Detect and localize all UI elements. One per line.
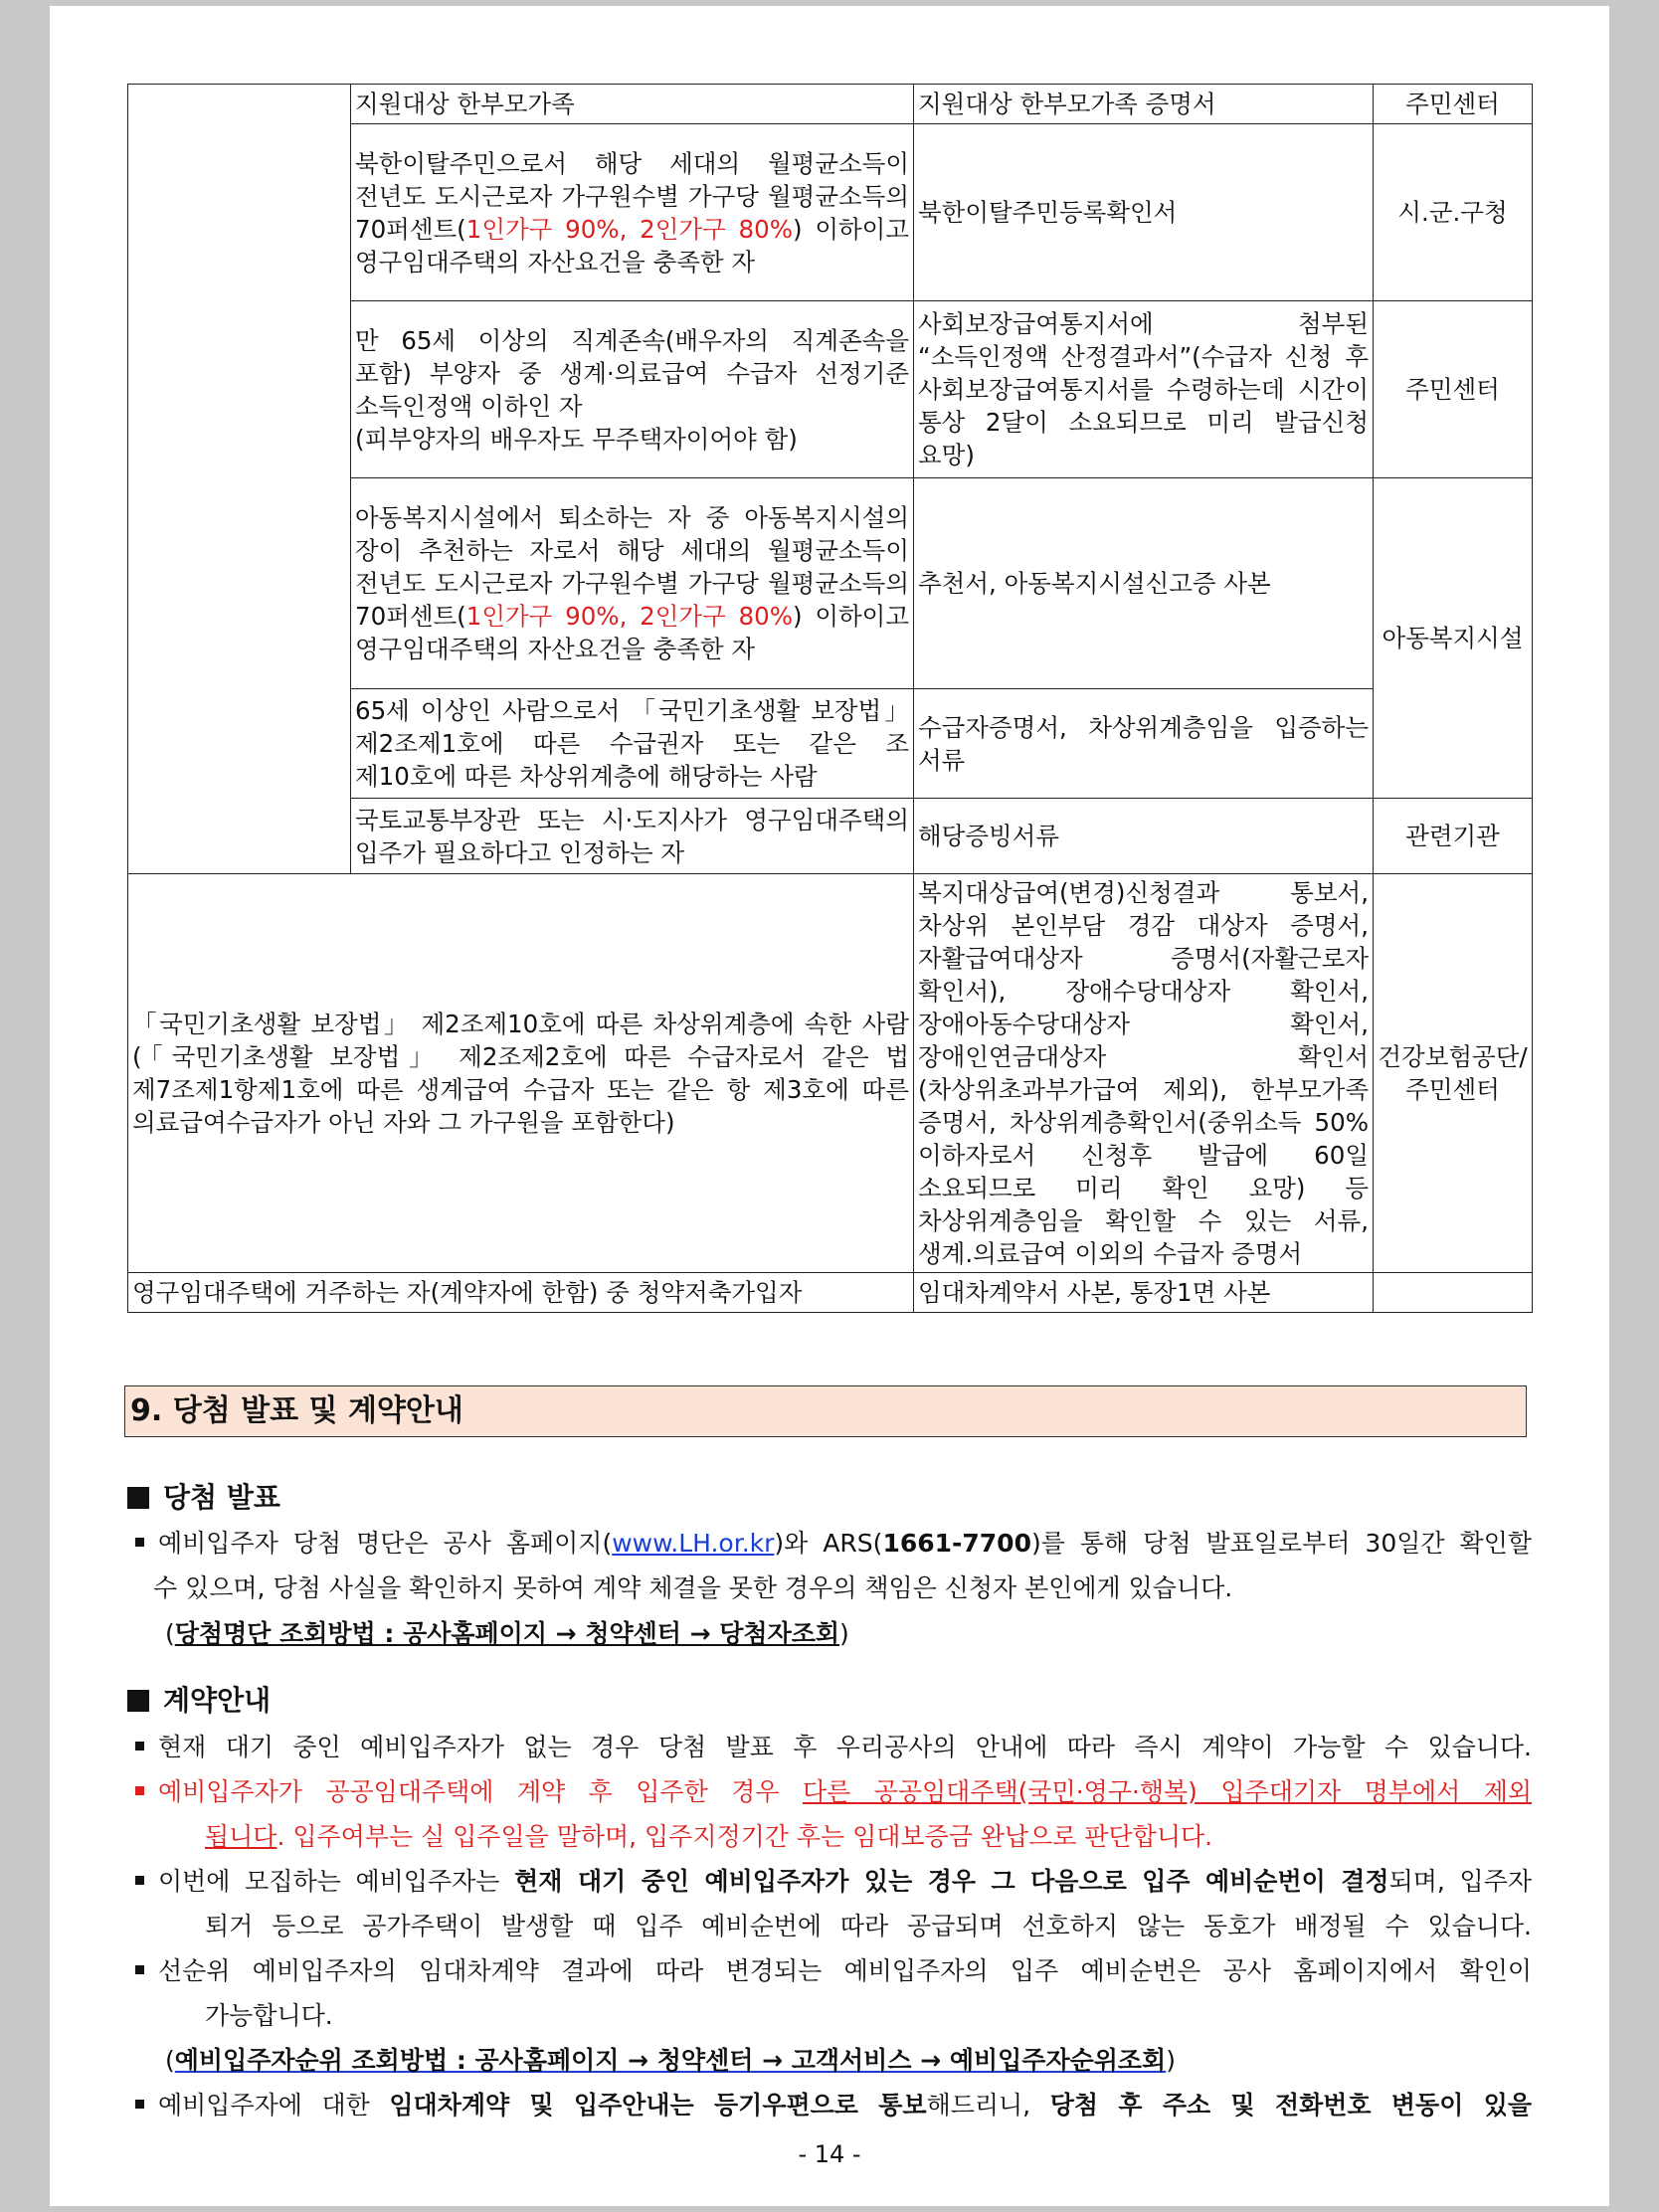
- document-cell: 임대차계약서 사본, 통장1면 사본: [914, 1273, 1374, 1313]
- organization-cell: 관련기관: [1374, 799, 1533, 874]
- announce-lookup-method: (당첨명단 조회방법 : 공사홈페이지 → 청약센터 → 당첨자조회): [165, 1619, 849, 1648]
- organization-cell: 시.군.구청: [1374, 124, 1533, 301]
- document-cell: 사회보장급여통지서에 첨부된 “소득인정액 산정결과서”(수급자 신청 후 사회보장급여통지서를 수령하는데 시간이 통상 2달이 소요되므로 미리 발급신청 요망): [914, 301, 1374, 478]
- eligibility-table: [127, 84, 1533, 1313]
- bullet-icon: [135, 1742, 144, 1751]
- table-row: [128, 874, 1533, 1273]
- contract-bullet-4-line2: 가능합니다.: [205, 2001, 333, 2030]
- table-row: [128, 85, 1533, 124]
- document-cell: 지원대상 한부모가족 증명서: [914, 85, 1374, 124]
- target-cell: 아동복지시설에서 퇴소하는 자 중 아동복지시설의 장이 추천하는 자로서 해당 세대의 월평균소득이 전년도 도시근로자 가구원수별 가구당 월평균소득의 70퍼센트(1인가구 90%, 2인가구 80%) 이하이고 영구임대주택의 자산요건을 충족한 자: [351, 478, 914, 689]
- announce-paragraph: 예비입주자 당첨 명단은 공사 홈페이지(www.LH.or.kr)와 ARS(1661-7700)를 통해 당첨 발표일로부터 30일간 확인할: [129, 1521, 1532, 1566]
- document-cell: 수급자증명서, 차상위계층임을 입증하는 서류: [914, 689, 1374, 799]
- target-cell: 65세 이상인 사람으로서 「국민기초생활 보장법」 제2조제1호에 따른 수급권자 또는 같은 조 제10호에 따른 차상위계층에 해당하는 사람: [351, 689, 914, 799]
- document-cell: 추천서, 아동복지시설신고증 사본: [914, 478, 1374, 689]
- target-cell: 지원대상 한부모가족: [351, 85, 914, 124]
- bullet-icon: [135, 1538, 144, 1547]
- empty-category-cell: [128, 85, 351, 874]
- announce-heading: 당첨 발표: [127, 1480, 280, 1516]
- contract-bullet-5: 예비입주자에 대한 임대차계약 및 입주안내는 등기우편으로 통보해드리니, 당첨 후 주소 및 전화번호 변동이 있을: [129, 2083, 1532, 2127]
- bullet-icon: [135, 2100, 144, 2109]
- document-page: [50, 6, 1609, 2206]
- bullet-icon: [135, 1876, 144, 1885]
- table-row: [128, 1273, 1533, 1313]
- announce-paragraph-line2: 수 있으며, 당첨 사실을 확인하지 못하여 계약 체결을 못한 경우의 책임은 신청자 본인에게 있습니다.: [153, 1573, 1233, 1602]
- document-cell: 해당증빙서류: [914, 799, 1374, 874]
- organization-cell: 건강보험공단/ 주민센터: [1374, 874, 1533, 1273]
- square-bullet-icon: [127, 1487, 149, 1509]
- bullet-icon: [135, 1786, 144, 1795]
- square-bullet-icon: [127, 1690, 149, 1712]
- organization-cell: 주민센터: [1374, 85, 1533, 124]
- target-cell: 국토교통부장관 또는 시·도지사가 영구임대주택의 입주가 필요하다고 인정하는 자: [351, 799, 914, 874]
- organization-cell: [1374, 1273, 1533, 1313]
- contract-bullet-1: 현재 대기 중인 예비입주자가 없는 경우 당첨 발표 후 우리공사의 안내에 따라 즉시 계약이 가능할 수 있습니다.: [129, 1725, 1532, 1769]
- contract-heading: 계약안내: [127, 1683, 271, 1719]
- target-cell: 영구임대주택에 거주하는 자(계약자에 한함) 중 청약저축가입자: [128, 1273, 914, 1313]
- document-cell: 복지대상급여(변경)신청결과 통보서, 차상위 본인부담 경감 대상자 증명서, 자활급여대상자 증명서(자활근로자 확인서), 장애수당대상자 확인서, 장애아동수당대상자 확인서, 장애인연금대상자 확인서(차상위초과부가급여 제외), 한부모가족 증명서, 차상위계층확인서(중위소득 50%이하자로서 신청후 발급에 60일 소요되므로 미리 확인 요망) 등 차상위계층임을 확인할 수 있는 서류, 생계.의료급여 이외의 수급자 증명서: [914, 874, 1374, 1273]
- contract-bullet-3: 이번에 모집하는 예비입주자는 현재 대기 중인 예비입주자가 있는 경우 그 다음으로 입주 예비순번이 결정되며, 입주자: [129, 1859, 1532, 1904]
- contract-bullet-4: 선순위 예비입주자의 임대차계약 결과에 따라 변경되는 예비입주자의 입주 예비순번은 공사 홈페이지에서 확인이: [129, 1948, 1532, 1993]
- target-cell: 북한이탈주민으로서 해당 세대의 월평균소득이 전년도 도시근로자 가구원수별 가구당 월평균소득의 70퍼센트(1인가구 90%, 2인가구 80%) 이하이고 영구임대주택의 자산요건을 충족한 자: [351, 124, 914, 301]
- organization-cell: 주민센터: [1374, 301, 1533, 478]
- organization-cell: 아동복지시설: [1374, 478, 1533, 799]
- bullet-icon: [135, 1965, 144, 1974]
- section-title: 9. 당첨 발표 및 계약안내: [124, 1385, 1527, 1437]
- page-number: - 14 -: [798, 2140, 861, 2168]
- document-cell: 북한이탈주민등록확인서: [914, 124, 1374, 301]
- reserve-lookup-method: (예비입주자순위 조회방법 : 공사홈페이지 → 청약센터 → 고객서비스 → 예비입주자순위조회): [165, 2046, 1176, 2075]
- contract-bullet-2-line2: 됩니다. 입주여부는 실 입주일을 말하며, 입주지정기간 후는 임대보증금 완납으로 판단합니다.: [205, 1822, 1213, 1851]
- contract-bullet-3-line2: 퇴거 등으로 공가주택이 발생할 때 입주 예비순번에 따라 공급되며 선호하지 않는 동호가 배정될 수 있습니다.: [205, 1912, 1532, 1940]
- target-cell: 「국민기초생활 보장법」 제2조제10호에 따른 차상위계층에 속한 사람(「국민기초생활 보장법」 제2조제2호에 따른 수급자로서 같은 법 제7조제1항제1호에 따른 생계급여 수급자 또는 같은 항 제3호에 따른 의료급여수급자가 아닌 자와 그 가구원을 포함한다): [128, 874, 914, 1273]
- lh-homepage-link[interactable]: www.LH.or.kr: [612, 1529, 775, 1558]
- contract-bullet-2: 예비입주자가 공공임대주택에 계약 후 입주한 경우 다른 공공임대주택(국민·영구·행복) 입주대기자 명부에서 제외: [129, 1769, 1532, 1814]
- target-cell: 만 65세 이상의 직계존속(배우자의 직계존속을 포함) 부양자 중 생계·의료급여 수급자 선정기준 소득인정액 이하인 자 (피부양자의 배우자도 무주택자이어야 함): [351, 301, 914, 478]
